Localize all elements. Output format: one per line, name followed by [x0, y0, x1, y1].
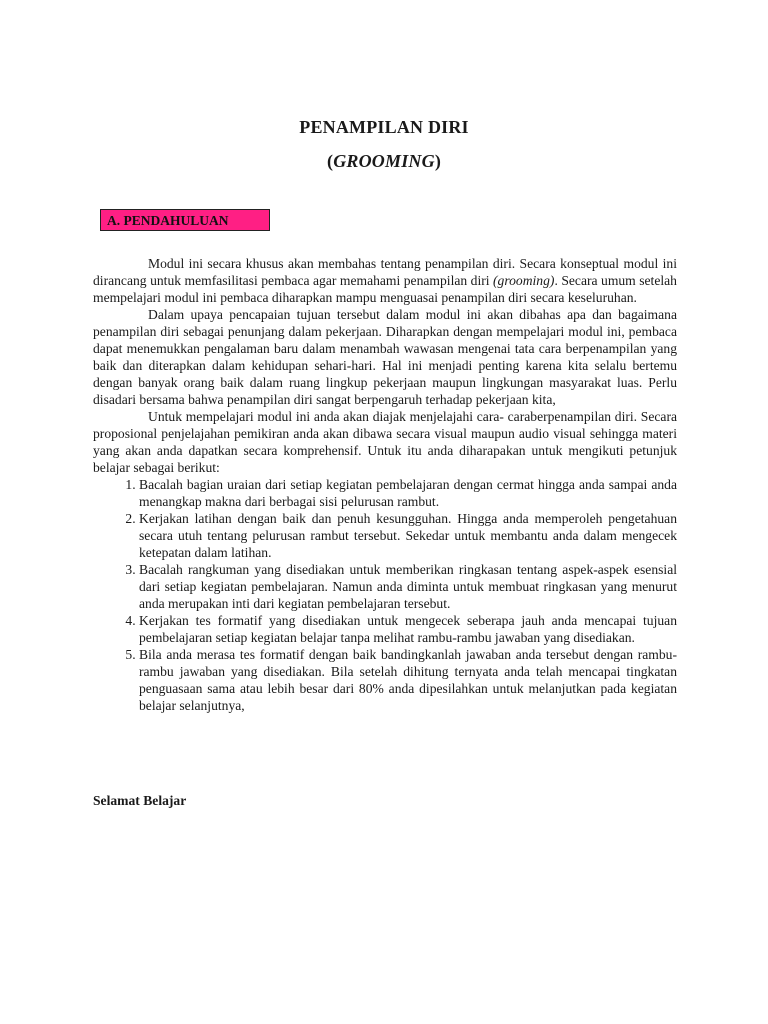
subtitle-close-paren: ) [434, 151, 442, 171]
paragraph-intro [93, 255, 677, 306]
paragraph-intro-italic: (grooming) [493, 273, 555, 288]
document-title: PENAMPILAN DIRI [299, 117, 469, 137]
document-subtitle [0, 151, 768, 172]
list-item: 1. Bacalah bagian uraian dari setiap kegiatan pembelajaran dengan cermat hingga anda sampai anda menangkap makna dari berbagai sisi pelurusan rambut. [139, 476, 677, 510]
list-item: 4. Kerjakan tes formatif yang disediakan untuk mengecek seberapa jauh anda mencapai tujuan pembelajaran setiap kegiatan belajar tanpa melihat rambu-rambu jawaban yang disediakan. [139, 612, 677, 646]
document-body [93, 255, 677, 714]
list-item: 3. Bacalah rangkuman yang disediakan untuk memberikan ringkasan tentang aspek-aspek esensial dari setiap kegiatan pembelajaran. Namun anda diminta untuk membuat ringkasan yang menurut anda merupakan inti dari kegiatan pembelajaran tersebut. [139, 561, 677, 612]
paragraph-purpose: Dalam upaya pencapaian tujuan tersebut dalam modul ini akan dibahas apa dan bagaimana penampilan diri sebagai penunjang dalam pekerjaan. Diharapkan dengan mempelajari modul ini, pembaca dapat menemukkan pengalaman baru dalam menambah wawasan mengenai tata cara berpenampilan yang baik dan diterapkan dalam kehidupan sehari-hari. Hal ini menjadi penting karena kita selalu bertemu dengan banyak orang baik dalam ruang lingkup pekerjaan maupun lingkungan masyarakat luas. Perlu disadari bersama bahwa penampilan diri sangat berpengaruh terhadap pekerjaan kita, [93, 307, 677, 407]
section-heading-label: A. PENDAHULUAN [107, 213, 229, 228]
paragraph-instructions: Untuk mempelajari modul ini anda akan diajak menjelajahi cara- caraberpenampilan diri. Secara proposional penjelajahan pemikiran anda akan dibawa secara visual maupun audio visual sehingga materi yang akan anda dapatkan secara komprehensif. Untuk itu anda diharapakan untuk mengikuti petunjuk belajar sebagai berikut: [93, 409, 677, 475]
list-item: 5. Bila anda merasa tes formatif dengan baik bandingkanlah jawaban anda tersebut dengan rambu-rambu jawaban yang disediakan. Bila setelah dihitung ternyata anda telah mencapai tingkatan penguasaan sama atau lebih besar dari 80% anda dipesilahkan untuk melanjutkan pada kegiatan belajar selanjutnya, [139, 646, 677, 714]
paragraph-intro-part1: Modul ini secara khusus akan membahas tentang penampilan diri. Secara konseptual modul ini dirancang untuk memfasilitasi pembaca agar memahami penampilan diri [93, 256, 677, 288]
subtitle-italic-term: GROOMING [333, 151, 435, 171]
subtitle-open-paren: ( [326, 151, 334, 171]
list-item: 2. Kerjakan latihan dengan baik dan penuh kesungguhan. Hingga anda memperoleh pengetahuan secara utuh tentang pelurusan rambut tersebut. Sekedar untuk membantu anda dalam mengecek ketepatan dalam latihan. [139, 510, 677, 561]
study-steps-list [93, 476, 677, 714]
paragraph-intro-part2: . Secara umum setelah mempelajari modul ini pembaca diharapkan mampu menguasai penampilan diri secara keseluruhan. [93, 273, 677, 305]
closing-text: Selamat Belajar [93, 793, 187, 808]
section-heading-box [100, 209, 270, 231]
